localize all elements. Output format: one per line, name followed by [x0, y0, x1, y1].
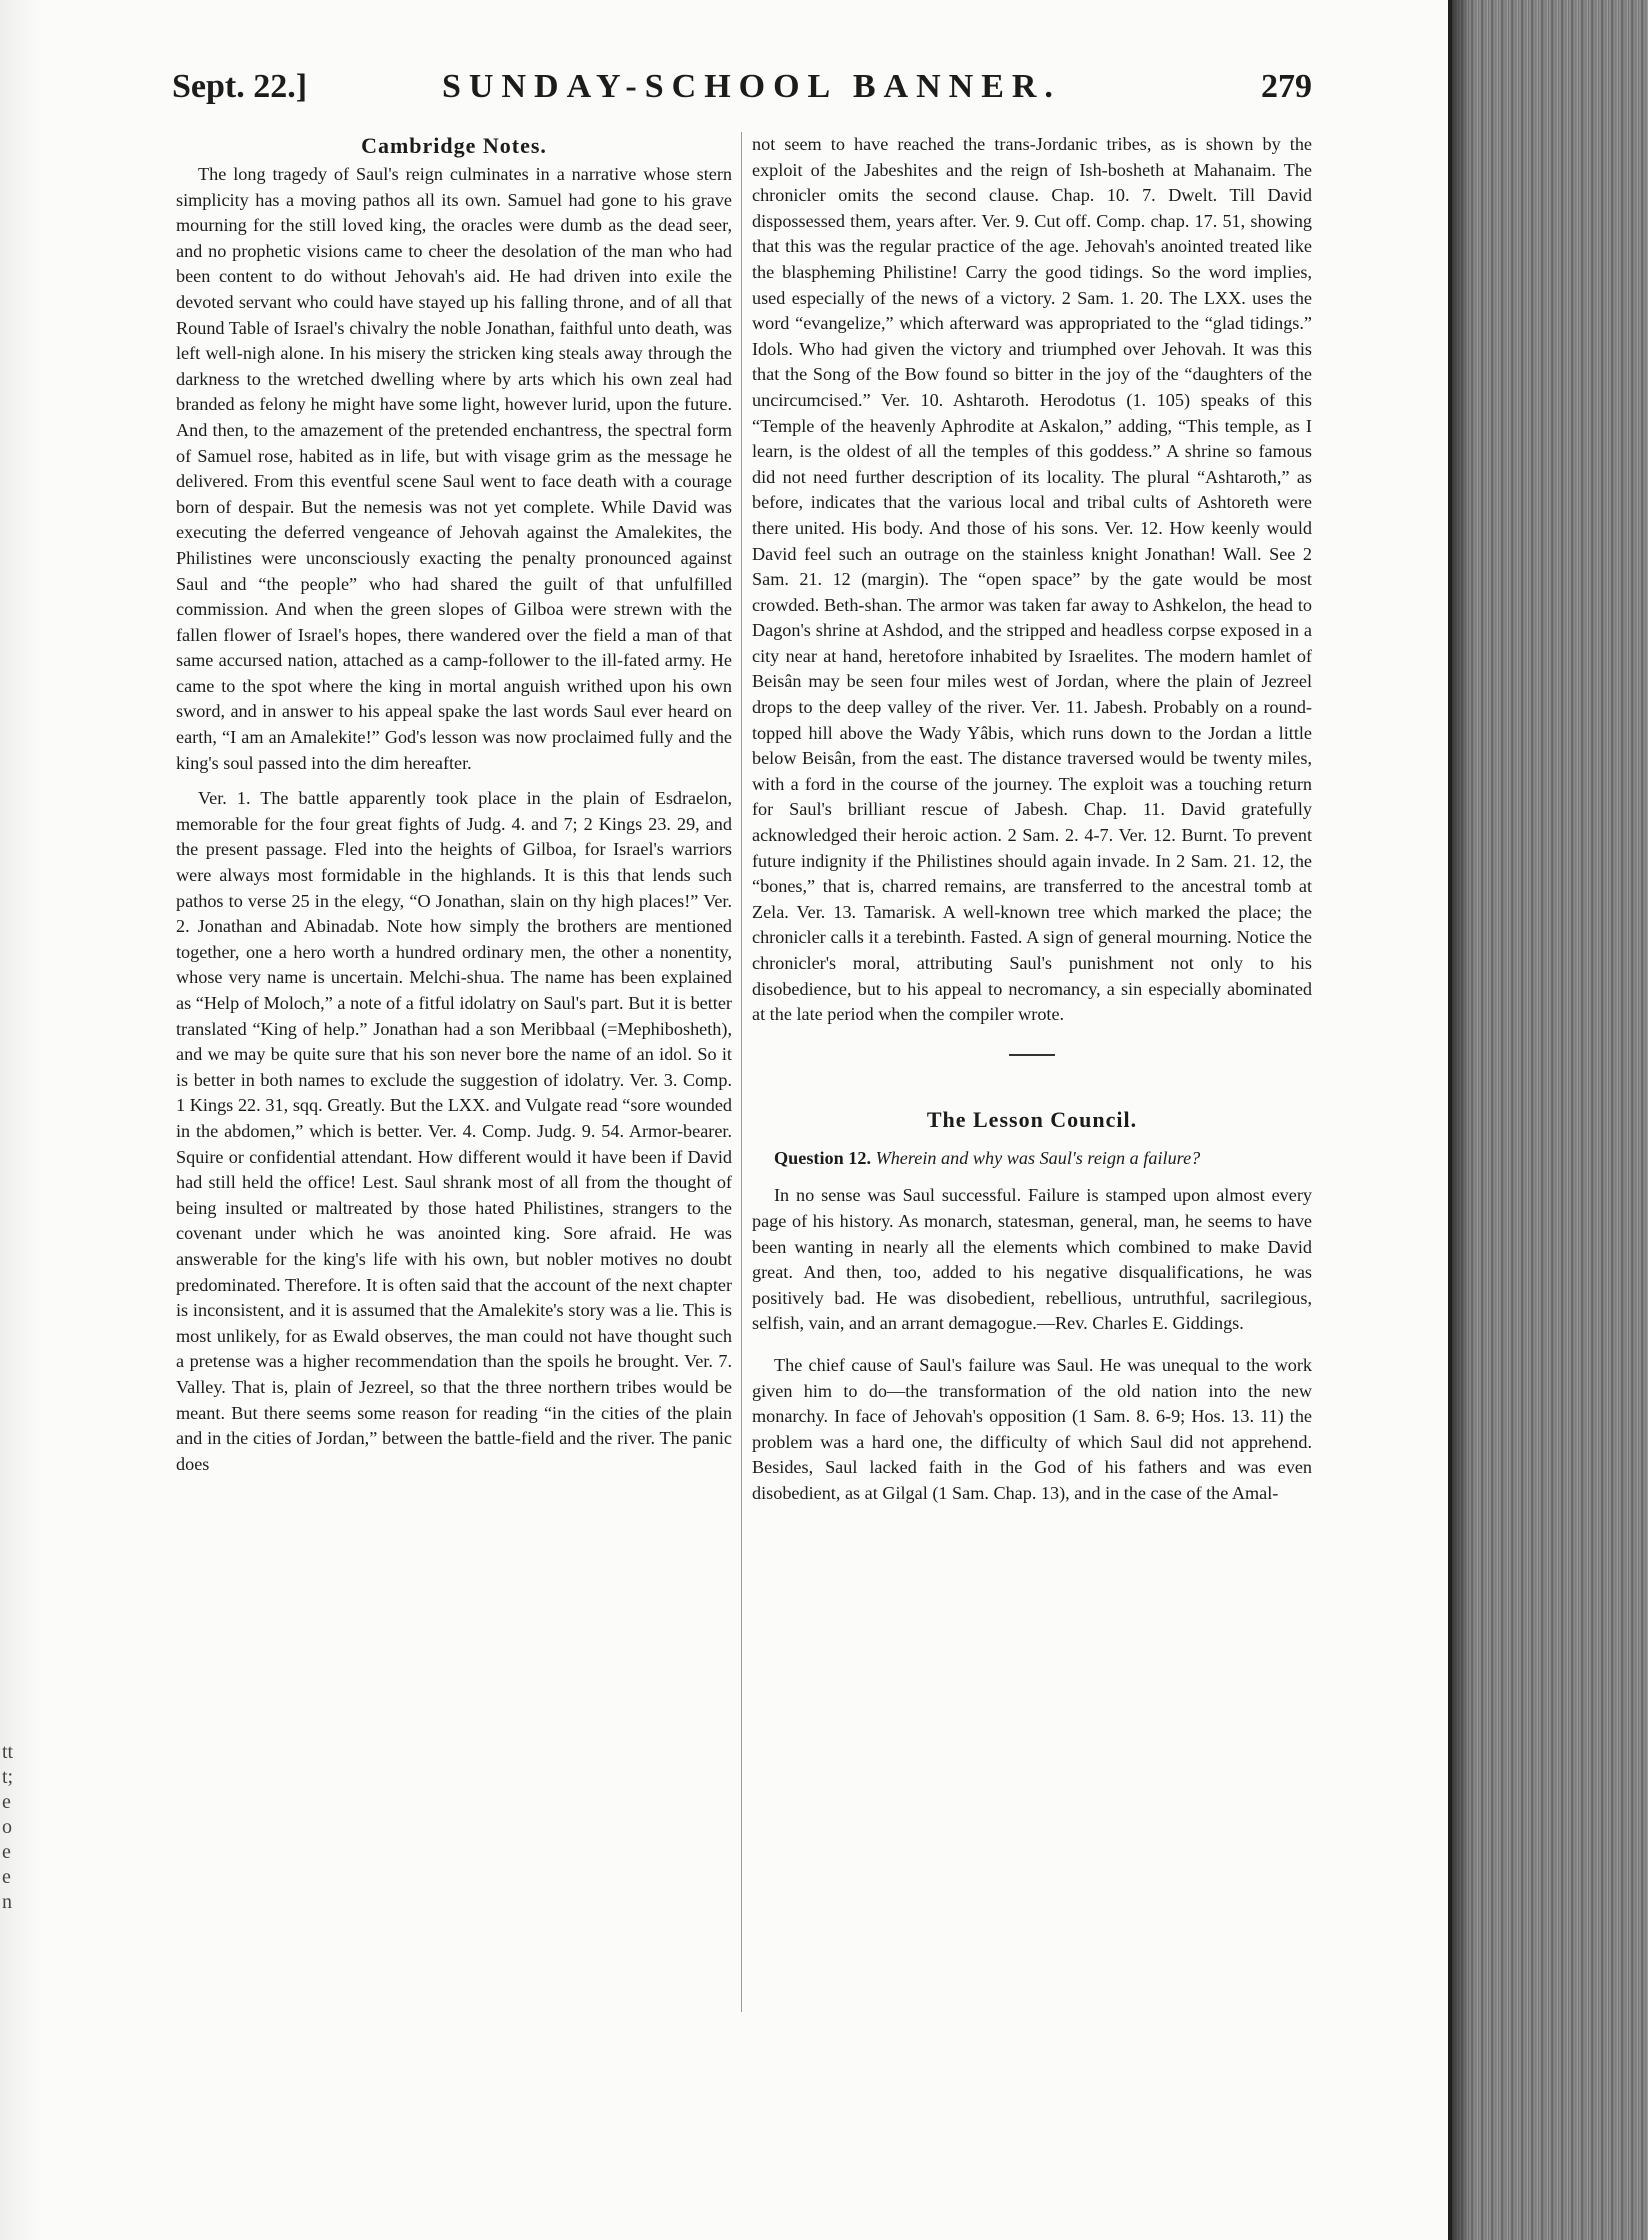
- cambridge-notes-paragraph: The long tragedy of Saul's reign culminates in a narrative whose stern simplicity has a moving pathos all its own. Samuel had gone to his grave mourning for the still loved king, the oracles were dumb as the dead seer, and no prophetic visions came to cheer the desolation of the man who had been content to do without Jehovah's aid. He had driven into exile the devoted servant who could have stayed up his falling throne, and of all that Round Table of Israel's chivalry the noble Jonathan, faithful unto death, was left well-nigh alone. In his misery the stricken king steals away through the darkness to the wretched dwelling where by arts which his own zeal had branded as felony he might have some light, however lurid, upon the future. And then, to the amazement of the pretended enchantress, the spectral form of Samuel rose, habited as in life, but with visage grim as the message he delivered. From this eventful scene Saul went to face death with a courage born of despair. But the nemesis was not yet complete. While David was executing the deferred vengeance of Jehovah against the Amalekites, the Philistines were unconsciously exacting the penalty pronounced against Saul and “the people” who had shared the guilt of that unfulfilled commission. And when the green slopes of Gilboa were strewn with the fallen flower of Israel's hopes, there wandered over the field a man of that same accursed nation, attached as a camp-follower to the ill-fated army. He came to the spot where the king in mortal anguish writhed upon his own sword, and in answer to his appeal spake the last words Saul ever heard on earth, “I am an Amalekite!” God's lesson was now proclaimed fully and the king's soul passed into the dim hereafter.: [176, 164, 732, 773]
- cambridge-notes-paragraph: Ver. 1. The battle apparently took place in the plain of Esdraelon, memorable for the four great fights of Judg. 4. and 7; 2 Kings 23. 29, and the present passage. Fled into the heights of Gilboa, for Israel's warriors were always most formidable in the highlands. It is this that lends such pathos to verse 25 in the elegy, “O Jonathan, slain on thy high places!” Ver. 2. Jonathan and Abinadab. Note how simply the brothers are mentioned together, one a hero worth a hundred ordinary men, the other a nonentity, whose very name is uncertain. Melchi-shua. The name has been explained as “Help of Moloch,” a note of a fitful idolatry on Saul's part. But it is better translated “King of help.” Jonathan had a son Meribbaal (=Mephibosheth), and we may be quite sure that his son never bore the name of an idol. So it is better in both names to exclude the suggestion of idolatry. Ver. 3. Comp. 1 Kings 22. 31, sqq. Greatly. But the LXX. and Vulgate read “sore wounded in the abdomen,” which is better. Ver. 4. Comp. Judg. 9. 54. Armor-bearer. Squire or confidential attendant. How different would it have been if David had still held the office! Lest. Saul shrank most of all from the thought of being insulted or maltreated by those hated Philistines, strangers to the covenant under which he was anointed king. Sore afraid. He was answerable for the king's life with his own, but nobler motives no doubt predominated. Therefore. It is often said that the account of the next chapter is inconsistent, and it is assumed that the Amalekite's story was a lie. This is most unlikely, for as Ewald observes, the man could not have thought such a pretense was a higher recommendation than the spoils he brought. Ver. 7. Valley. That is, plain of Jezreel, so that the three northern tribes would be meant. But there seems some reason for reading “in the cities of the plain and in the cities of Jordan,” between the battle-field and the river. The panic does: [176, 788, 732, 1474]
- previous-page-margin: [0, 0, 40, 2240]
- section-divider: [1009, 1054, 1055, 1056]
- cambridge-notes-continuation: not seem to have reached the trans-Jordanic tribes, as is shown by the exploit of the Jabeshites and the reign of Ish-bosheth at Mahanaim. The chronicler omits the second clause. Chap. 10. 7. Dwelt. Till David dispossessed them, years after. Ver. 9. Cut off. Comp. chap. 17. 51, showing that this was the regular practice of the age. Jehovah's anointed treated like the blaspheming Philistine! Carry the good tidings. So the word implies, used especially of the news of a victory. 2 Sam. 1. 20. The LXX. uses the word “evangelize,” which afterward was appropriated to the “glad tidings.” Idols. Who had given the victory and triumphed over Jehovah. It was this that the Song of the Bow found so bitter in the joy of the “daughters of the uncircumcised.” Ver. 10. Ashtaroth. Herodotus (1. 105) speaks of this “Temple of the heavenly Aphrodite at Askalon,” adding, “This temple, as I learn, is the oldest of all the temples of this goddess.” A shrine so famous did not need further description of its locality. The plural “Ashtaroth,” as before, indicates that the various local and tribal cults of Ashtoreth were there united. His body. And those of his sons. Ver. 12. How keenly would David feel such an outrage on the stainless knight Jonathan! Wall. See 2 Sam. 21. 12 (margin). The “open space” by the gate would be most crowded. Beth-shan. The armor was taken far away to Ashkelon, the head to Dagon's shrine at Ashdod, and the stripped and headless corpse exposed in a city near at hand, heretofore inhabited by Israelites. The modern hamlet of Beisân may be seen four miles west of Jordan, where the plain of Jezreel drops to the deep valley of the river. Ver. 11. Jabesh. Probably on a round-topped hill above the Wady Yâbis, which runs down to the Jordan a little below Beisân, from the east. The distance traversed would be twenty miles, with a ford in the course of the journey. The exploit was a touching return for Saul's brilliant rescue of Jabesh. Chap. 11. David gratefully acknowledged their heroic action. 2 Sam. 2. 4-7. Ver. 12. Burnt. To prevent future indignity if the Philistines should again invade. In 2 Sam. 21. 12, the “bones,” that is, charred remains, are transferred to the ancestral tomb at Zela. Ver. 13. Tamarisk. A well-known tree which marked the place; the chronicler calls it a terebinth. Fasted. A sign of general mourning. Notice the chronicler's moral, attributing Saul's punishment not only to his disobedience, but to his appeal to necromancy, a sin especially abominated at the late period when the compiler wrote.: [752, 134, 1312, 1025]
- cambridge-notes-title: Cambridge Notes.: [361, 133, 547, 158]
- margin-fragment: ttt;eoeen: [2, 1741, 14, 1913]
- left-column: [176, 132, 732, 1477]
- edge-rule: [1448, 0, 1452, 2240]
- lesson-council-title: The Lesson Council.: [926, 1106, 1138, 1132]
- question-number: Question 12.: [774, 1147, 872, 1168]
- header-date: Sept. 22.]: [172, 68, 308, 105]
- book-edge: [1448, 0, 1648, 2240]
- answer-paragraph: The chief cause of Saul's failure was Saul. He was unequal to the work given him to do—the transformation of the old nation into the new monarchy. In face of Jehovah's opposition (1 Sam. 8. 6-9; Hos. 13. 11) the problem was a hard one, the difficulty of which Saul did not apprehend. Besides, Saul lacked faith in the God of his fathers and was even disobedient, as at Gilgal (1 Sam. Chap. 13), and in the case of the Amal-: [752, 1354, 1312, 1503]
- header-title: SUNDAY-SCHOOL BANNER.: [442, 68, 1061, 105]
- question-text: Wherein and why was Saul's reign a failure?: [875, 1147, 1201, 1168]
- column-divider: [741, 132, 742, 2012]
- running-header: [172, 68, 1312, 128]
- page-number: 279: [1261, 68, 1312, 105]
- answer-paragraph: In no sense was Saul successful. Failure is stamped upon almost every page of his history. As monarch, statesman, general, man, he seems to have been wanting in nearly all the elements which combined to make David great. And then, too, added to his negative disqualifications, he was positively bad. He was disobedient, rebellious, untruthful, sacrilegious, selfish, vain, and an arrant demagogue.—Rev. Charles E. Giddings.: [752, 1185, 1312, 1334]
- question: [752, 1146, 1312, 1172]
- right-column: [752, 132, 1312, 1507]
